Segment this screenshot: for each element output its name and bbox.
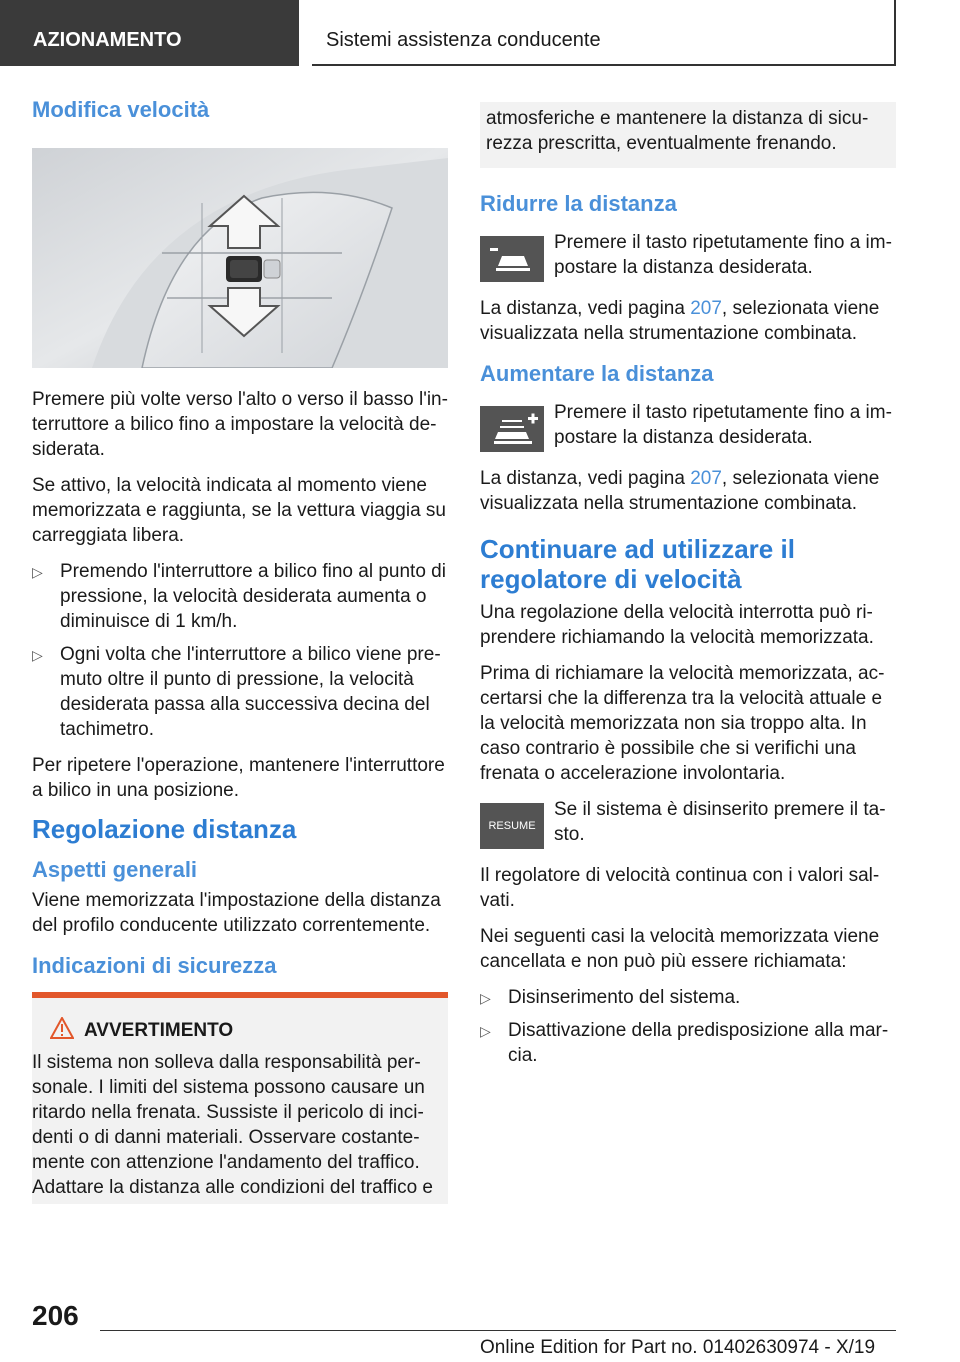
cancel-bullet-list	[480, 985, 896, 1068]
list-item: ▷ Disattivazione della predisposizione alla mar-cia.	[480, 1020, 889, 1066]
page-link[interactable]: 207	[690, 298, 722, 319]
heading-safety: Indicazioni di sicurezza	[32, 953, 277, 978]
section-title: AZIONAMENTO	[33, 29, 182, 51]
warning-box	[32, 998, 448, 1204]
heading-distance-control: Regolazione distanza	[32, 814, 297, 844]
resume-row	[480, 797, 896, 853]
heading-reduce-distance: Ridurre la distanza	[480, 191, 677, 216]
resume-text: Se il sistema è disinserito premere il ta-sto.	[554, 799, 886, 845]
right-column	[480, 102, 896, 1079]
warning-box-continued	[480, 102, 896, 168]
warning-text: Il sistema non solleva dalla responsabilità per-sonale. I limiti del sistema possono causare un ritardo nella frenata. Sussiste il pericolo di inci-denti o di danni materiali. Osservare costante-mente con attenzione l'andamento del traffico. Adattare la distanza alle condizioni del traffico e	[32, 1052, 434, 1198]
heading-speed-change: Modifica velocità	[32, 97, 210, 122]
reduce-text: Premere il tasto ripetutamente fino a im-postare la distanza desiderata.	[554, 232, 892, 278]
speed-paragraph-1: Premere più volte verso l'alto o verso il basso l'in-terruttore a bilico fino a impostare la velocità de-siderata.	[32, 389, 448, 460]
speed-paragraph-3: Per ripetere l'operazione, mantenere l'interruttore a bilico in una posizione.	[32, 755, 445, 801]
left-column	[32, 96, 448, 1204]
chapter-tab	[312, 0, 896, 66]
section-tab	[0, 0, 299, 66]
continue-paragraph-1: Una regolazione della velocità interrotta può ri-prendere richiamando la velocità memorizzata.	[480, 602, 874, 648]
continue-paragraph-2: Prima di richiamare la velocità memorizzata, ac-certarsi che la differenza tra la velocità attuale e la velocità memorizzata non sia troppo alta. In caso contrario è possibile che si verifichi una frenata o accelerazione involontaria.	[480, 663, 885, 784]
steering-wheel-switch-photo	[32, 148, 448, 368]
heading-continue-cruise: Continuare ad utilizzare il regolatore di velocità	[480, 534, 795, 594]
footer-edition: Online Edition for Part no. 01402630974 - X/19	[480, 1337, 876, 1358]
increase-distance-row	[480, 400, 896, 456]
page-number: 206	[32, 1300, 79, 1331]
distance-increase-button-icon	[480, 406, 544, 452]
list-item: ▷ Ogni volta che l'interruttore a bilico viene pre-muto oltre il punto di pressione, la velocità desiderata passa alla successiva decina del tachimetro.	[32, 644, 441, 740]
increase-reference: La distanza, vedi pagina 207, selezionata viene visualizzata nella strumentazione combinata.	[480, 468, 880, 514]
triangle-bullet-icon: ▷	[32, 647, 43, 663]
resume-button-icon: RESUME	[480, 803, 544, 849]
speed-paragraph-2: Se attivo, la velocità indicata al momento viene memorizzata e raggiunta, se la vettura viaggia su carreggiata libera.	[32, 475, 446, 546]
warning-title: AVVERTIMENTO	[84, 1020, 442, 1042]
continue-paragraph-4: Nei seguenti casi la velocità memorizzata viene cancellata e non può più essere richiamata:	[480, 926, 880, 972]
warning-triangle-icon	[50, 1017, 74, 1039]
warning-text-continued: atmosferiche e mantenere la distanza di sicu-rezza prescritta, eventualmente frenando.	[486, 108, 869, 154]
triangle-bullet-icon: ▷	[480, 990, 491, 1006]
heading-increase-distance: Aumentare la distanza	[480, 361, 714, 386]
increase-text: Premere il tasto ripetutamente fino a im-postare la distanza desiderata.	[554, 402, 892, 448]
continue-paragraph-3: Il regolatore di velocità continua con i valori sal-vati.	[480, 865, 880, 911]
page-link[interactable]: 207	[690, 468, 722, 489]
reduce-distance-row	[480, 230, 896, 286]
list-item: ▷ Disinserimento del sistema.	[480, 985, 896, 1010]
list-item: ▷ Premendo l'interruttore a bilico fino al punto di pressione, la velocità desiderata aumenta o diminuisce di 1 km/h.	[32, 561, 446, 632]
triangle-bullet-icon: ▷	[32, 564, 43, 580]
reduce-reference: La distanza, vedi pagina 207, selezionata viene visualizzata nella strumentazione combinata.	[480, 298, 880, 344]
chapter-title: Sistemi assistenza conducente	[326, 29, 601, 51]
heading-general: Aspetti generali	[32, 857, 198, 882]
triangle-bullet-icon: ▷	[480, 1023, 491, 1039]
general-paragraph: Viene memorizzata l'impostazione della distanza del profilo conducente utilizzato correntemente.	[32, 890, 441, 936]
distance-reduce-button-icon	[480, 236, 544, 282]
footer-divider	[100, 1330, 896, 1331]
speed-bullet-list	[32, 559, 448, 742]
